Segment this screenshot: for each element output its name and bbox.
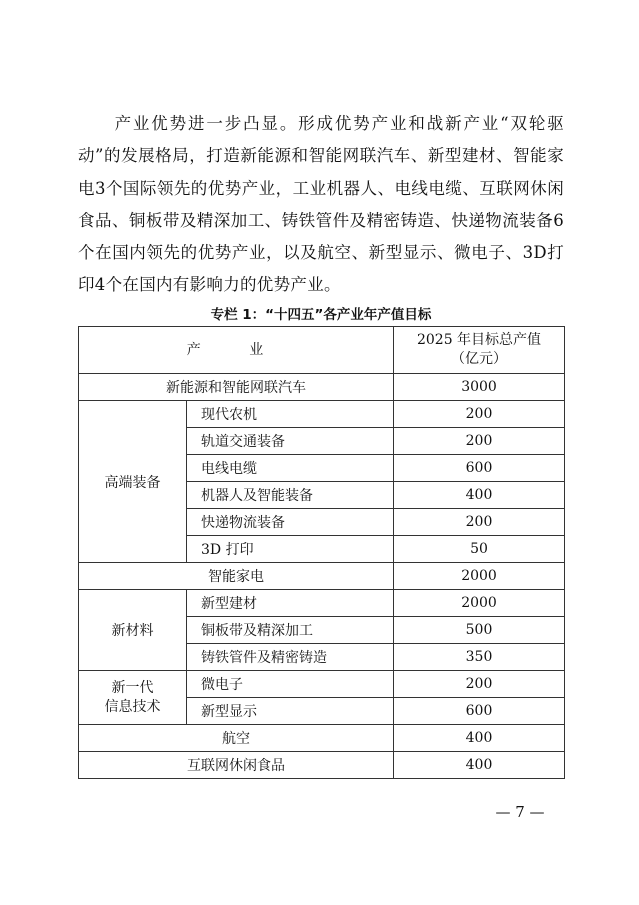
table-row — [79, 563, 565, 590]
industry-value: 400 — [394, 752, 565, 779]
header-target — [394, 327, 565, 374]
industry-value: 200 — [394, 509, 565, 536]
table-row — [79, 725, 565, 752]
industry-value: 500 — [394, 617, 565, 644]
body-paragraph — [78, 108, 564, 302]
group-label: 高端装备 — [79, 401, 187, 563]
industry-value: 50 — [394, 536, 565, 563]
table-caption: 专栏 1：“十四五”各产业年产值目标 — [210, 307, 432, 323]
paragraph-text: 产业优势进一步凸显。形成优势产业和战新产业“双轮驱动”的发展格局，打造新能源和智能网联汽车、新型建材、智能家电3个国际领先的优势产业，工业机器人、电线电缆、互联网休闲食品、铜板带及精深加工、铸铁管件及精密铸造、快递物流装备6个在国内领先的优势产业，以及航空、新型显示、微电子、3D打印4个在国内有影响力的优势产业。 — [78, 114, 564, 295]
industry-value: 400 — [394, 725, 565, 752]
group-label: 新材料 — [79, 590, 187, 671]
sub-industry-name: 3D 打印 — [187, 536, 394, 563]
industry-value: 600 — [394, 455, 565, 482]
group-label-line1: 新一代 — [111, 679, 154, 696]
industry-value: 400 — [394, 482, 565, 509]
sub-industry-name: 快递物流装备 — [187, 509, 394, 536]
industry-value: 200 — [394, 428, 565, 455]
sub-industry-name: 机器人及智能装备 — [187, 482, 394, 509]
header-target-line2: （亿元） — [451, 351, 508, 367]
sub-industry-name: 现代农机 — [187, 401, 394, 428]
sub-industry-name: 轨道交通装备 — [187, 428, 394, 455]
industry-name: 智能家电 — [79, 563, 394, 590]
table-row — [79, 752, 565, 779]
table-row — [79, 671, 565, 698]
industry-name: 新能源和智能网联汽车 — [79, 374, 394, 401]
page-number: — 7 — — [495, 803, 545, 821]
industry-value: 2000 — [394, 590, 565, 617]
sub-industry-name: 电线电缆 — [187, 455, 394, 482]
table-row — [79, 590, 565, 617]
sub-industry-name: 铜板带及精深加工 — [187, 617, 394, 644]
industry-name: 互联网休闲食品 — [79, 752, 394, 779]
group-label-line2: 信息技术 — [104, 698, 161, 715]
sub-industry-name: 微电子 — [187, 671, 394, 698]
table-row — [79, 374, 565, 401]
group-label — [79, 671, 187, 725]
industry-value: 3000 — [394, 374, 565, 401]
sub-industry-name: 新型显示 — [187, 698, 394, 725]
industry-value: 2000 — [394, 563, 565, 590]
header-target-line1: 2025 年目标总产值 — [416, 332, 542, 348]
header-industry: 产 业 — [79, 327, 394, 374]
industry-output-table — [78, 326, 565, 779]
sub-industry-name: 铸铁管件及精密铸造 — [187, 644, 394, 671]
industry-name: 航空 — [79, 725, 394, 752]
table-header-row — [79, 327, 565, 374]
industry-value: 200 — [394, 671, 565, 698]
industry-value: 350 — [394, 644, 565, 671]
sub-industry-name: 新型建材 — [187, 590, 394, 617]
table-row — [79, 401, 565, 428]
industry-value: 600 — [394, 698, 565, 725]
industry-value: 200 — [394, 401, 565, 428]
